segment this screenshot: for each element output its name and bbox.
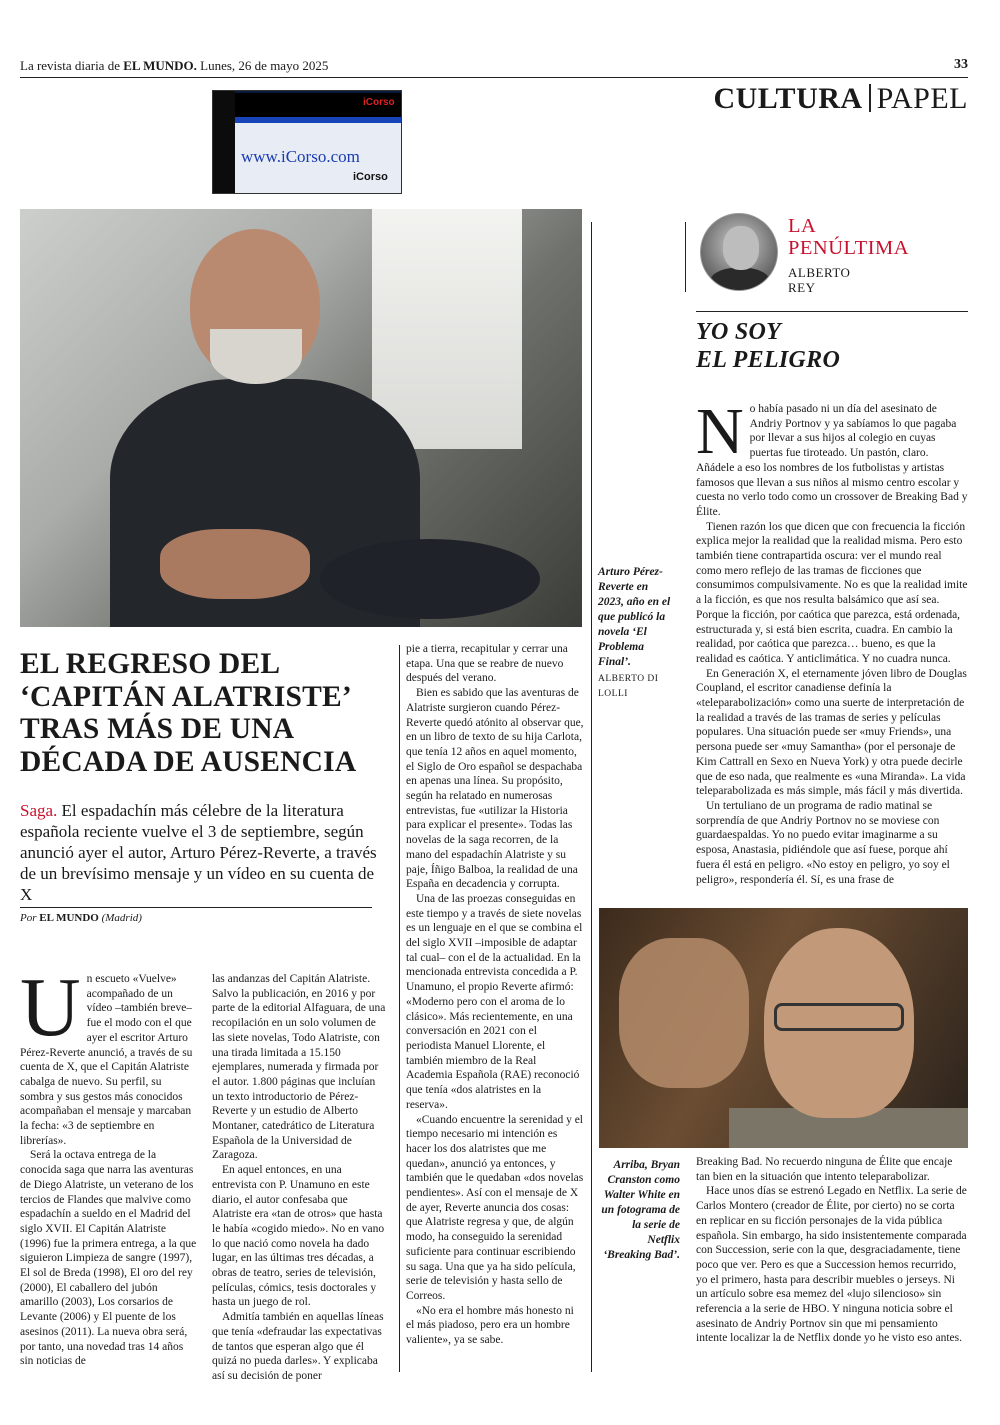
article-column-2 (212, 972, 389, 1384)
column-divider-top (685, 222, 686, 292)
paragraph: Breaking Bad. No recuerdo ninguna de Élite que encaje tan bien en la situación que intento teleparabolizar. (696, 1156, 953, 1183)
paragraph-text: n escueto «Vuelve» acompañado de un vídeo –también breve– fue el modo con el que ayer el escritor Arturo Pérez-Reverte anunció, a través de su cuenta de X, que el Capitán Alatriste cabalga de nuevo. Su perfil, su sombra y sus gestos más conocidos acompañaban el mensaje y marcaban la fecha: «3 de septiembre en librerías». (20, 973, 193, 1147)
byline (20, 912, 142, 924)
header-date: Lunes, 26 de mayo 2025 (196, 58, 329, 73)
main-photo-credit: ALBERTO DI LOLLI (598, 674, 659, 699)
breaking-bad-caption: Arriba, Bryan Cranston como Walter White en un fotograma de la serie de Netflix ‘Breaking Bad’. (601, 1159, 680, 1261)
header-brand: EL MUNDO. (123, 58, 197, 73)
column-label (788, 215, 909, 259)
avatar-shirt (709, 268, 771, 291)
column-title-line: YO SOY (696, 319, 782, 345)
photo-hand (619, 938, 749, 1088)
byline-place: (Madrid) (98, 912, 142, 924)
opinion-column-bottom (696, 1155, 968, 1346)
paragraph: Será la octava entrega de la conocida saga que narra las aventuras de Diego Alatriste, un veterano de los tercios de Flandes que malvive como espadachín a sueldo en el Madrid del siglo XVII. El Capitán Alatriste (1996) fue la primera entrega, a la que siguieron Limpieza de sangre (1997), El sol de Breda (1998), El oro del rey (2000), El caballero del jubón amarillo (2003), Los corsarios de Levante (2006) y El puente de los asesinos (2011). La nueva obra será, por tanto, una novedad tras 14 años sin noticias de (20, 1149, 197, 1368)
article-column-3 (406, 642, 584, 1348)
header-rule (20, 77, 968, 78)
photo-hands (160, 529, 310, 599)
main-photo-caption (598, 565, 674, 702)
main-photo-caption-text: Arturo Pérez-Reverte en 2023, año en el que publicó la novela ‘El Problema Final’. (598, 566, 671, 668)
column-title-line: EL PELIGRO (696, 347, 841, 373)
column-label-line: PENÚLTIMA (788, 237, 910, 259)
ad-logo-top: iCorso (363, 97, 395, 108)
header-prefix: La revista diaria de (20, 58, 124, 73)
column-title (696, 318, 840, 374)
paragraph: «Cuando encuentre la serenidad y el tiempo necesario mi intención es hacer los dos alatristes que me quedan», anunció ya entonces, y también que le quedaban «dos novelas pendientes». Así con el mensaje de X de ayer, Reverte anuncia dos cosas: que Alatriste regresa y que, de algún modo, ha conseguido la serenidad suficiente para continuar escribiendo su saga. Una que ya ha sido película, serie de televisión y hasta sello de Correos. (406, 1113, 584, 1302)
columnist-avatar (700, 213, 778, 291)
byline-source: EL MUNDO (39, 912, 99, 924)
paragraph: Un tertuliano de un programa de radio matinal se sorprendía de que Andriy Portnov no se moviese con guardaespaldas. Yo no puedo evitar imaginarme a su esposa, Anastasia, pidiéndole que así fuese, porque ahí fuera él está en peligro. «No estoy en peligro, yo soy el peligro», respondería él. Sí, es una frase de (696, 799, 950, 886)
main-headline (20, 648, 390, 778)
photo-window (372, 209, 522, 449)
columnist-name-line: REY (788, 280, 816, 295)
ad-side-strip (213, 91, 235, 194)
column-divider (591, 222, 592, 1372)
photo-beard (210, 329, 302, 384)
headline-line: ‘CAPITÁN ALATRISTE’ (20, 680, 352, 713)
headline-line: TRAS MÁS DE UNA (20, 713, 295, 745)
drop-cap: U (20, 961, 81, 1054)
ad-url[interactable]: www.iCorso.com (241, 147, 360, 166)
column-label-line: LA (788, 215, 817, 237)
headline-line: DÉCADA DE AUSENCIA (20, 745, 357, 778)
paragraph: En Generación X, el eternamente jóven libro de Douglas Coupland, el escritor canadiense definía la «teleparabolización» como una suerte de interpretación de la realidad a través de las tramas de series y películas populares. Una situación puede ser «muy Friends», una persona puede ser «muy Samantha» (por el personaje de Kim Cattrall en Sexo en Nueva York) y otra puede decirle que de eso nada, que realmente es «una Miranda». La vida teleparabolizada es más simple, más fácil y más divertida. (696, 667, 967, 798)
byline-rule (20, 907, 372, 908)
section-separator (869, 84, 871, 112)
article-divider (399, 645, 400, 1372)
paragraph (20, 961, 197, 1148)
paragraph: En aquel entonces, en una entrevista con P. Unamuno en este diario, el autor confesaba que Alatriste era «tan de otros» que hasta le había «cogido miedo». No en vano lo que nació como novela ha dado lugar, en las últimas tres décadas, a obras de teatro, series de televisión, películas, cómics, tesis doctorales y hasta un juego de rol. (212, 1164, 385, 1309)
paragraph: Admitía también en aquellas líneas que tenía «defraudar las expectativas de tantos que esperan algo que él quizá no pueda darles». Y explicaba así su decisión de poner (212, 1311, 384, 1382)
section-bold: CULTURA (713, 82, 863, 115)
page-number: 33 (954, 57, 968, 72)
headline-line: EL REGRESO DEL (20, 648, 281, 680)
paragraph (696, 395, 968, 520)
ad-logo: iCorso (353, 171, 388, 183)
paragraph: las andanzas del Capitán Alatriste. Salvo la publicación, en 2016 y por parte de la editorial Alfaguara, de una recopilación en un solo volumen de las siete novelas, Todo Alatriste, con una tirada limitada a 15.150 ejemplares, numerada y firmada por el autor. 1.800 páginas que incluían un texto introductorio de Pérez-Reverte y un estudio de Alberto Montaner, catedrático de Literatura Española de la Universidad de Zaragoza. (212, 973, 386, 1162)
byline-por: Por (20, 912, 40, 924)
paragraph: Una de las proezas conseguidas en este tiempo y a través de siete novelas es un lenguaje en el que se combina el del siglo XVII –imposible de adaptar tal cual– con el de la actualidad. En la mencionada entrevista concedida a P. Unamuno, el propio Reverte afirmó: «Moderno pero con el aroma de lo clásico». Más recientemente, en una conversación en 2021 con el periodista Manuel Llorente, el también miembro de la Real Academia Española (RAE) reconoció que tenía «dos alatristes en la reserva». (406, 892, 583, 1111)
section-label (713, 82, 968, 116)
page-header (20, 58, 968, 74)
deck-text: El espadachín más célebre de la literatura española reciente vuelve el 3 de septiembre, según anunció ayer el autor, Arturo Pérez-Reverte, a través de un brevísimo mensaje y un vídeo en su cuenta de X (20, 801, 377, 904)
breaking-bad-photo (599, 908, 968, 1148)
drop-cap: N (696, 395, 744, 468)
article-column-1 (20, 961, 197, 1369)
article-deck (20, 800, 382, 905)
photo-hat (320, 539, 540, 619)
columnist-name (788, 265, 850, 295)
author-photo (20, 209, 582, 627)
opinion-column-top (696, 395, 968, 887)
avatar-face (723, 226, 759, 270)
column-title-rule (696, 311, 968, 312)
paragraph-text: o había pasado ni un día del asesinato de Andriy Portnov y ya sabíamos lo que pagaba por llevar a sus hijos al colegio en cuyas puertas fue tiroteado. Un pastón, claro. Añádele a eso los nombres de los futbolistas y artistas famosos que llevan a sus niños al mismo centro escolar y cuesta no verlo todo como un crossover de Breaking Bad y Élite. (696, 403, 968, 518)
section-normal: PAPEL (876, 82, 968, 115)
photo-glasses (774, 1003, 904, 1031)
columnist-name-line: ALBERTO (788, 265, 851, 280)
paragraph: Tienen razón los que dicen que con frecuencia la ficción explica mejor la realidad que la realidad misma. Pero esto también tiene contrapartida oscura: ver el mundo real como mero reflejo de las tramas de ficciones que consumimos compulsivamente. No es que la realidad imite a la ficción, es que nos resulta balsámico que así sea. Porque la ficción, por caótica que parezca, está ordenada, estructurada y, si está bien escrita, cuadra. En cambio la realidad, por caótica que parezca… bueno, es que la realidad es caótica. Y anticlimática. Y no cuadra nunca. (696, 520, 968, 665)
paragraph: Bien es sabido que las aventuras de Alatriste surgieron cuando Pérez-Reverte quedó atónito al observar que, en un libro de texto de su hija Carlota, que tenía 12 años en aquel momento, el Siglo de Oro español se despachaba en apenas una línea. Su propósito, según ha relatado en numerosas entrevistas, fue «utilizar la Historia para explicar el presente». Todas las novelas de la saga recorren, de la mano del espadachín Alatriste y su paje, Íñigo Balboa, la realidad de una España en decadencia y corrupta. (406, 687, 584, 891)
paragraph: «No era el hombre más honesto ni el más piadoso, pero era un hombre valiente», ya se sabe. (406, 1304, 574, 1347)
deck-tag: Saga. (20, 801, 58, 820)
ad-banner[interactable] (212, 90, 402, 194)
paragraph: pie a tierra, recapitular y cerrar una etapa. Una que se reabre de nuevo después del verano. (406, 643, 568, 685)
paragraph: Hace unos días se estrenó Legado en Netflix. La serie de Carlos Montero (creador de Élite, por cierto) no se corta en replicar en su ficción personajes de la vida pública española. Sin embargo, ha sido insistentemente comparada con Succession, serie con la que, desgraciadamente, tiene poco que ver. Pero es que a Succession hemos recurrido, yo el primero, hasta para describir muebles o jerseys. Ni un artículo sobre esa memez del «lujo silencioso» sin referencia a la serie de HBO. Y ninguna noticia sobre el asesinato de Andriy Portnov sin que mi pensamiento intente localizar la de Netflix donde yo he visto eso antes. (696, 1185, 967, 1345)
